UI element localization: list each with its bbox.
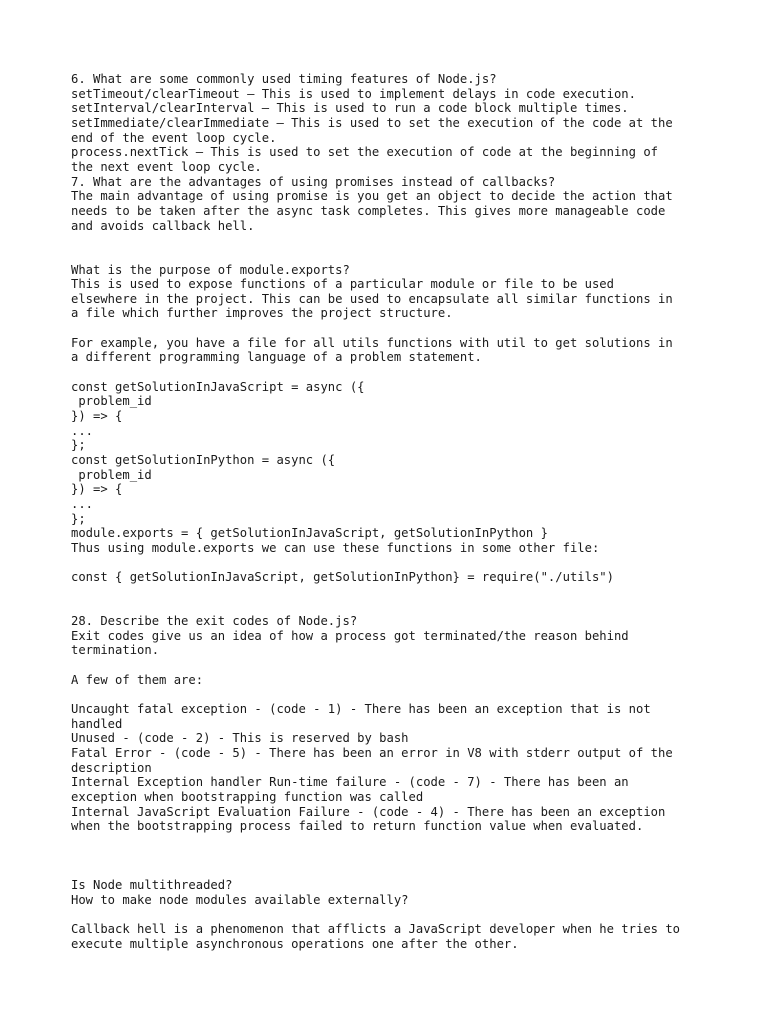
text-line: needs to be taken after the async task completes. This gives more manageable code — [71, 203, 666, 218]
blank-line — [71, 365, 731, 380]
text-line: The main advantage of using promise is you get an object to decide the action that — [71, 189, 673, 204]
text-line: a different programming language of a problem statement. — [71, 350, 482, 365]
text-line: setImmediate/clearImmediate – This is used to set the execution of the code at the — [71, 115, 673, 130]
text-line: termination. — [71, 643, 160, 658]
text-line: setTimeout/clearTimeout – This is used to implement delays in code execution. — [71, 86, 636, 101]
text-line: ... — [71, 423, 94, 438]
text-line: Callback hell is a phenomenon that afflicts a JavaScript developer when he tries to — [71, 921, 681, 936]
text-line: }) => { — [71, 482, 123, 497]
text-line: const getSolutionInJavaScript = async ({ — [71, 379, 365, 394]
text-line: Internal Exception handler Run-time failure - (code - 7) - There has been an — [71, 775, 629, 790]
text-line: module.exports = { getSolutionInJavaScript, getSolutionInPython } — [71, 526, 548, 541]
blank-line — [71, 248, 731, 263]
text-line: const getSolutionInPython = async ({ — [71, 453, 336, 467]
text-line: setInterval/clearInterval – This is used to run a code block multiple times. — [71, 101, 629, 116]
text-line: end of the event loop cycle. — [71, 130, 277, 145]
text-line: and avoids callback hell. — [71, 218, 255, 233]
text-line: ... — [71, 496, 94, 511]
blank-line — [71, 658, 731, 673]
blank-line — [71, 556, 731, 571]
blank-line — [71, 834, 731, 849]
text-line: Fatal Error - (code - 5) - There has been an error in V8 with stderr output of the — [71, 746, 673, 761]
text-line: }) => { — [71, 409, 123, 424]
text-line: elsewhere in the project. This can be used to encapsulate all similar functions in — [71, 291, 673, 306]
blank-line — [71, 849, 731, 864]
text-line: a file which further improves the project structure. — [71, 306, 453, 321]
text-line: problem_id — [71, 394, 152, 409]
text-line: This is used to expose functions of a particular module or file to be used — [71, 277, 614, 292]
blank-line — [71, 907, 731, 922]
text-line: 28. Describe the exit codes of Node.js? — [71, 614, 358, 629]
text-line: For example, you have a file for all utils functions with util to get solutions in — [71, 335, 673, 350]
text-line: process.nextTick – This is used to set the execution of code at the beginning of — [71, 145, 658, 160]
text-line: the next event loop cycle. — [71, 159, 262, 174]
blank-line — [71, 600, 731, 615]
text-line: }; — [71, 511, 86, 526]
text-line: How to make node modules available externally? — [71, 892, 409, 907]
blank-line — [71, 233, 731, 248]
text-line: when the bootstrapping process failed to return function value when evaluated. — [71, 819, 644, 834]
text-line: What is the purpose of module.exports? — [71, 262, 350, 277]
text-line: 7. What are the advantages of using promises instead of callbacks? — [71, 174, 556, 189]
text-line: description — [71, 760, 152, 775]
blank-line — [71, 863, 731, 878]
text-line: 6. What are some commonly used timing features of Node.js? — [71, 72, 497, 86]
text-line: Is Node multithreaded? — [71, 877, 233, 892]
text-line: Unused - (code - 2) - This is reserved by bash — [71, 731, 409, 746]
text-line: Thus using module.exports we can use these functions in some other file: — [71, 540, 600, 555]
text-line: A few of them are: — [71, 672, 204, 687]
blank-line — [71, 585, 731, 600]
text-line: execute multiple asynchronous operations one after the other. — [71, 936, 519, 951]
text-line: Exit codes give us an idea of how a process got terminated/the reason behind — [71, 628, 629, 643]
text-line: Uncaught fatal exception - (code - 1) - There has been an exception that is not — [71, 702, 651, 717]
text-line: Internal JavaScript Evaluation Failure - (code - 4) - There has been an exception — [71, 804, 666, 819]
blank-line — [71, 687, 731, 702]
text-line: handled — [71, 716, 123, 731]
document-page — [71, 72, 731, 951]
text-line: exception when bootstrapping function was called — [71, 790, 424, 805]
text-line: const { getSolutionInJavaScript, getSolutionInPython} = require("./utils") — [71, 570, 614, 585]
text-line: }; — [71, 438, 86, 453]
blank-line — [71, 321, 731, 336]
text-line: problem_id — [71, 467, 152, 482]
